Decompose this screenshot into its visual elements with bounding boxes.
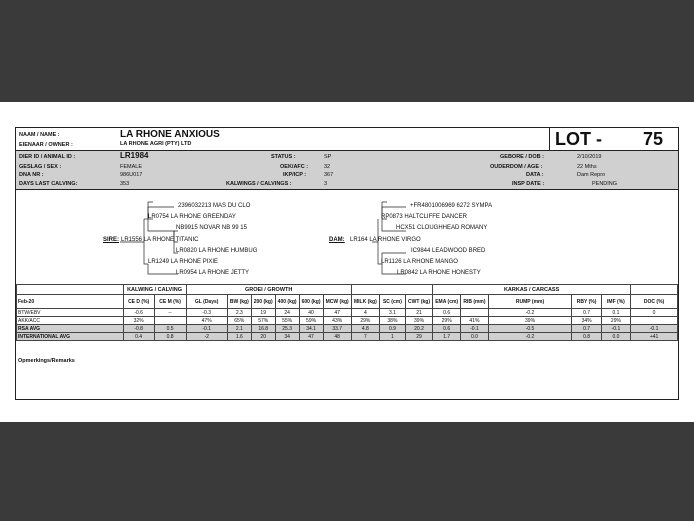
table-cell: 0.0 <box>601 333 630 341</box>
animal-details <box>16 151 678 190</box>
table-cell: 21 <box>405 309 432 317</box>
sex-label: GESLAG / SEX : <box>19 164 62 170</box>
owner-label: EIENAAR / OWNER : <box>19 142 73 148</box>
table-cell: 0.8 <box>154 333 186 341</box>
table-cell: 29% <box>433 317 461 325</box>
table-cell: -0.1 <box>631 325 678 333</box>
table-cell: 20.2 <box>405 325 432 333</box>
animal-id-value: LR1984 <box>120 151 149 160</box>
afc-label: OEK/AFC : <box>280 164 309 170</box>
age-label: OUDERDOM / AGE : <box>490 164 543 170</box>
period-label: Feb-20 <box>17 295 124 309</box>
table-row <box>17 333 678 341</box>
table-cell: 57% <box>251 317 275 325</box>
col-header: CWT (kg) <box>405 295 432 309</box>
table-cell: 29 <box>405 333 432 341</box>
table-cell: 39% <box>405 317 432 325</box>
status-label: STATUS : <box>271 154 296 160</box>
col-header: 600 (kg) <box>299 295 323 309</box>
sire-label: SIRE: <box>103 237 120 243</box>
table-cell: 20 <box>251 333 275 341</box>
sex-value: FEMALE <box>120 164 143 170</box>
table-cell <box>461 309 488 317</box>
table-cell: 29% <box>601 317 630 325</box>
pedigree-sd: LR1249 LA RHONE PIXIE <box>148 259 219 265</box>
table-cell: 2.3 <box>227 309 251 317</box>
table-cell: 3.1 <box>379 309 405 317</box>
table-cell: 0.4 <box>123 333 154 341</box>
lot-box <box>549 128 678 151</box>
days-last-calving-value: 353 <box>120 181 130 187</box>
data-value: Dam Repro <box>577 172 606 178</box>
insp-date-label: INSP DATE : <box>512 181 545 187</box>
performance-table <box>16 284 678 341</box>
col-header: RUMP (mm) <box>488 295 572 309</box>
table-group-row <box>17 285 678 295</box>
table-cell: 47 <box>299 333 323 341</box>
table-cell: -0.3 <box>186 309 227 317</box>
dob-label: GEBORE / DOB : <box>500 154 545 160</box>
animal-name: LA RHONE ANXIOUS <box>120 129 220 140</box>
table-cell: -0.2 <box>488 333 572 341</box>
table-cell: -0.6 <box>123 309 154 317</box>
dna-label: DNA NR : <box>19 172 44 178</box>
col-header: RIB (mm) <box>461 295 488 309</box>
table-cell: -0.5 <box>488 325 572 333</box>
table-cell: 25.3 <box>275 325 299 333</box>
table-cell: 65% <box>227 317 251 325</box>
col-header: GL (Days) <box>186 295 227 309</box>
table-cell: -0.1 <box>186 325 227 333</box>
table-cell: 43% <box>323 317 351 325</box>
table-cell: 0.1 <box>601 309 630 317</box>
pedigree-ss: LR0754 LA RHONE GREENDAY <box>148 214 236 220</box>
lot-label: LOT - <box>555 129 602 149</box>
icp-label: IKP/ICP : <box>283 172 307 178</box>
group-calving: KALWING / CALVING <box>123 285 186 295</box>
table-cell: 0.5 <box>154 325 186 333</box>
row-label: RSA AVG <box>17 325 124 333</box>
table-cell: 0.7 <box>572 309 601 317</box>
table-cell: 38% <box>379 317 405 325</box>
col-header: IMF (%) <box>601 295 630 309</box>
col-header: BW (kg) <box>227 295 251 309</box>
owner-value: LA RHONE AGRI (PTY) LTD <box>120 141 192 147</box>
table-cell: -0.1 <box>461 325 488 333</box>
table-cell: 34 <box>275 333 299 341</box>
pedigree-dss: +FR4801006969 6272 SYMPA <box>410 203 493 209</box>
table-cell: 0.8 <box>572 333 601 341</box>
pedigree-ddd: LR0842 LA RHONE HONESTY <box>397 270 481 276</box>
pedigree-dam: LR164 LA RHONE VIRGO <box>350 237 421 243</box>
table-cell: -- <box>154 309 186 317</box>
table-cell: 7 <box>351 333 379 341</box>
table-row <box>17 325 678 333</box>
col-header: CE D (%) <box>123 295 154 309</box>
table-cell <box>154 317 186 325</box>
table-cell: 16.8 <box>251 325 275 333</box>
pedigree-ds: RP0873 HALTCLIFFE DANCER <box>381 214 467 220</box>
table-cell: -0.1 <box>601 325 630 333</box>
table-cell: 32% <box>123 317 154 325</box>
table-cell: 1.6 <box>227 333 251 341</box>
bottom-band <box>0 422 694 521</box>
days-last-calving-label: DAYS LAST CALVING: <box>19 181 78 187</box>
table-cell: 19 <box>251 309 275 317</box>
row-label: INTERNATIONAL AVG <box>17 333 124 341</box>
animal-id-label: DIER ID / ANIMAL ID : <box>19 154 76 160</box>
data-label: DATA : <box>526 172 544 178</box>
table-row <box>17 317 678 325</box>
table-cell: 24 <box>275 309 299 317</box>
lot-card <box>15 127 679 400</box>
document-sheet <box>0 102 694 422</box>
table-cell <box>631 317 678 325</box>
table-cell: 4.8 <box>351 325 379 333</box>
table-cell: -0.8 <box>123 325 154 333</box>
table-cell: 34% <box>572 317 601 325</box>
table-cell: +41 <box>631 333 678 341</box>
table-cell: 39% <box>488 317 572 325</box>
row-label: BTW/EBV <box>17 309 124 317</box>
col-header: 200 (kg) <box>251 295 275 309</box>
table-cell: 2.1 <box>227 325 251 333</box>
afc-value: 32 <box>324 164 331 170</box>
dob-value: 2/10/2019 <box>577 154 602 160</box>
row-label: AKK/ACC <box>17 317 124 325</box>
table-cell: 1.7 <box>433 333 461 341</box>
table-cell: 48 <box>323 333 351 341</box>
table-cell: 0.6 <box>433 325 461 333</box>
top-band <box>0 0 694 102</box>
group-growth: GROEI / GROWTH <box>186 285 351 295</box>
table-cell: 34.1 <box>299 325 323 333</box>
table-cell: 0 <box>631 309 678 317</box>
pedigree-dsd: HCX51 CLOUGHHEAD ROMANY <box>396 225 488 231</box>
calvings-label: KALWINGS / CALVINGS : <box>226 181 292 187</box>
table-cell: 29% <box>351 317 379 325</box>
table-cell: 33.7 <box>323 325 351 333</box>
icp-value: 367 <box>324 172 334 178</box>
table-cell: 4 <box>351 309 379 317</box>
table-cell: 0.7 <box>572 325 601 333</box>
dam-label: DAM: <box>329 237 345 243</box>
table-cell: 47% <box>186 317 227 325</box>
table-cell: 41% <box>461 317 488 325</box>
lot-number: 75 <box>643 129 664 149</box>
table-cell: 0.9 <box>379 325 405 333</box>
table-cell: 0.0 <box>461 333 488 341</box>
col-header: MCW (kg) <box>323 295 351 309</box>
table-cell: 47 <box>323 309 351 317</box>
table-row <box>17 309 678 317</box>
pedigree-dd: LR1126 LA RHONE MANGO <box>381 259 458 265</box>
table-cell: 1 <box>379 333 405 341</box>
col-header: EMA (cm) <box>433 295 461 309</box>
table-cell: 55% <box>275 317 299 325</box>
age-value: 22 Mths <box>577 164 597 170</box>
pedigree-sss: 2396032213 MAS DU CLO <box>178 203 251 209</box>
col-header: MILK (kg) <box>351 295 379 309</box>
status-value: SP <box>324 154 332 160</box>
col-header: DOC (%) <box>631 295 678 309</box>
pedigree-dds: IC9844 LEADWOOD BRED <box>411 248 486 254</box>
col-header: CE M (%) <box>154 295 186 309</box>
table-header-row <box>17 295 678 309</box>
calvings-value: 3 <box>324 181 328 187</box>
remarks-label: Opmerkings/Remarks <box>18 358 75 364</box>
card-header <box>16 128 678 151</box>
table-cell: 59% <box>299 317 323 325</box>
pedigree-sdd: LR0954 LA RHONE JETTY <box>176 270 250 276</box>
col-header: 400 (kg) <box>275 295 299 309</box>
table-cell: 40 <box>299 309 323 317</box>
name-label: NAAM / NAME : <box>19 132 60 138</box>
table-cell: 0.6 <box>433 309 461 317</box>
col-header: RBY (%) <box>572 295 601 309</box>
dna-value: 986U017 <box>120 172 143 178</box>
table-cell: -2 <box>186 333 227 341</box>
insp-date-value: PENDING <box>592 181 618 187</box>
table-cell: -0.2 <box>488 309 572 317</box>
pedigree-sds: LR0820 LA RHONE HUMBUG <box>176 248 258 254</box>
group-carcass: KARKAS / CARCASS <box>433 285 631 295</box>
pedigree-sire: LR1556 LA RHONE TITANIC <box>121 237 199 243</box>
col-header: SC (cm) <box>379 295 405 309</box>
pedigree-ssd: NB9915 NOVAR NB 99 15 <box>176 225 247 231</box>
